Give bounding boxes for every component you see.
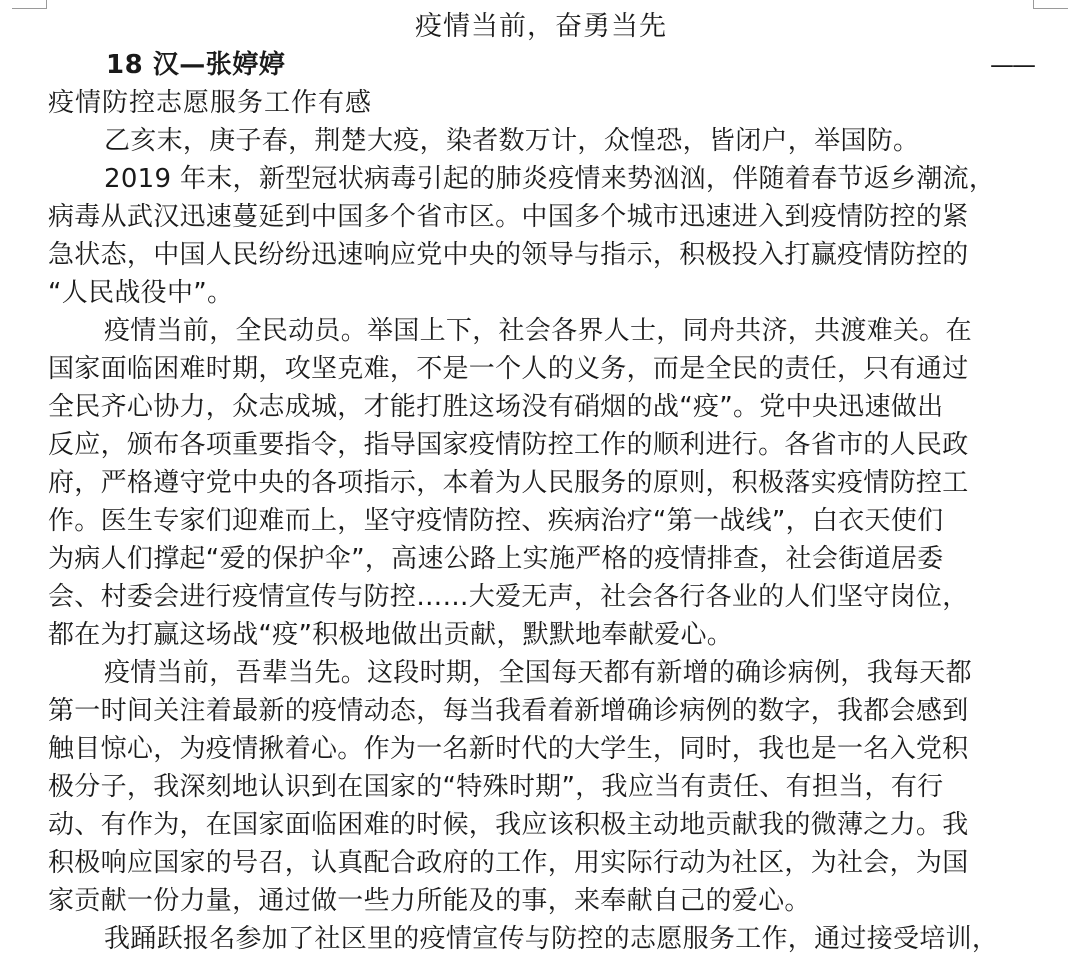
paragraph-line: “人民战役中”。 [48, 278, 234, 308]
author-dash: —— [990, 51, 1034, 79]
author-name: 18 汉—张婷婷 [106, 50, 286, 80]
paragraph [48, 312, 1034, 654]
paragraph-line: 疫情当前，全民动员。举国上下，社会各界人士，同舟共济，共渡难关。在 [104, 316, 972, 346]
paragraph [48, 160, 1034, 312]
page-corner-mark-left [12, 0, 47, 9]
page-corner-mark-right [1033, 0, 1068, 9]
paragraph [48, 122, 1034, 160]
paragraph-line: 为病人们撑起“爱的保护伞”，高速公路上实施严格的疫情排查，社会街道居委 [48, 544, 944, 574]
paragraph [48, 920, 1034, 958]
paragraph-line: 反应，颁布各项重要指令，指导国家疫情防控工作的顺利进行。各省市的人民政 [48, 430, 969, 460]
author-row [48, 46, 1034, 84]
paragraph-line: 作。医生专家们迎难而上，坚守疫情防控、疾病治疗“第一战线”，白衣天使们 [48, 506, 944, 536]
paragraph-line: 积极响应国家的号召，认真配合政府的工作，用实际行动为社区，为社会，为国 [48, 848, 969, 878]
paragraph-line: 急状态，中国人民纷纷迅速响应党中央的领导与指示，积极投入打赢疫情防控的 [48, 240, 969, 270]
document-subtitle: 疫情防控志愿服务工作有感 [48, 88, 373, 118]
paragraph-line: 动、有作为，在国家面临困难的时候，我应该积极主动地贡献我的微薄之力。我 [48, 810, 969, 840]
paragraph-line: 第一时间关注着最新的疫情动态，每当我看着新增确诊病例的数字，我都会感到 [48, 696, 969, 726]
document-body [48, 8, 1034, 958]
paragraph-list [48, 122, 1034, 958]
paragraph-line: 极分子，我深刻地认识到在国家的“特殊时期”，我应当有责任、有担当，有行 [48, 772, 944, 802]
paragraph-line: 会、村委会进行疫情宣传与防控……大爱无声，社会各行各业的人们坚守岗位， [48, 582, 969, 612]
paragraph-line: 府，严格遵守党中央的各项指示，本着为人民服务的原则，积极落实疫情防控工 [48, 468, 969, 498]
paragraph [48, 654, 1034, 920]
paragraph-line: 触目惊心，为疫情揪着心。作为一名新时代的大学生，同时，我也是一名入党积 [48, 734, 969, 764]
paragraph-line: 2019 年末，新型冠状病毒引起的肺炎疫情来势汹汹，伴随着春节返乡潮流， [104, 164, 996, 194]
paragraph-line: 都在为打赢这场战“疫”积极地做出贡献，默默地奉献爱心。 [48, 620, 734, 650]
paragraph-line: 疫情当前，吾辈当先。这段时期，全国每天都有新增的确诊病例，我每天都 [104, 658, 972, 688]
paragraph-line: 家贡献一份力量，通过做一些力所能及的事，来奉献自己的爱心。 [48, 886, 811, 916]
paragraph-line: 病毒从武汉迅速蔓延到中国多个省市区。中国多个城市迅速进入到疫情防控的紧 [48, 202, 969, 232]
document-title: 疫情当前，奋勇当先 [415, 11, 667, 42]
paragraph-line: 全民齐心协力，众志成城，才能打胜这场没有硝烟的战“疫”。党中央迅速做出 [48, 392, 944, 422]
paragraph-line: 我踊跃报名参加了社区里的疫情宣传与防控的志愿服务工作，通过接受培训， [104, 924, 999, 954]
paragraph-line: 乙亥末，庚子春，荆楚大疫，染者数万计，众惶恐，皆闭户，举国防。 [104, 126, 920, 156]
paragraph-line: 国家面临困难时期，攻坚克难，不是一个人的义务，而是全民的责任，只有通过 [48, 354, 969, 384]
